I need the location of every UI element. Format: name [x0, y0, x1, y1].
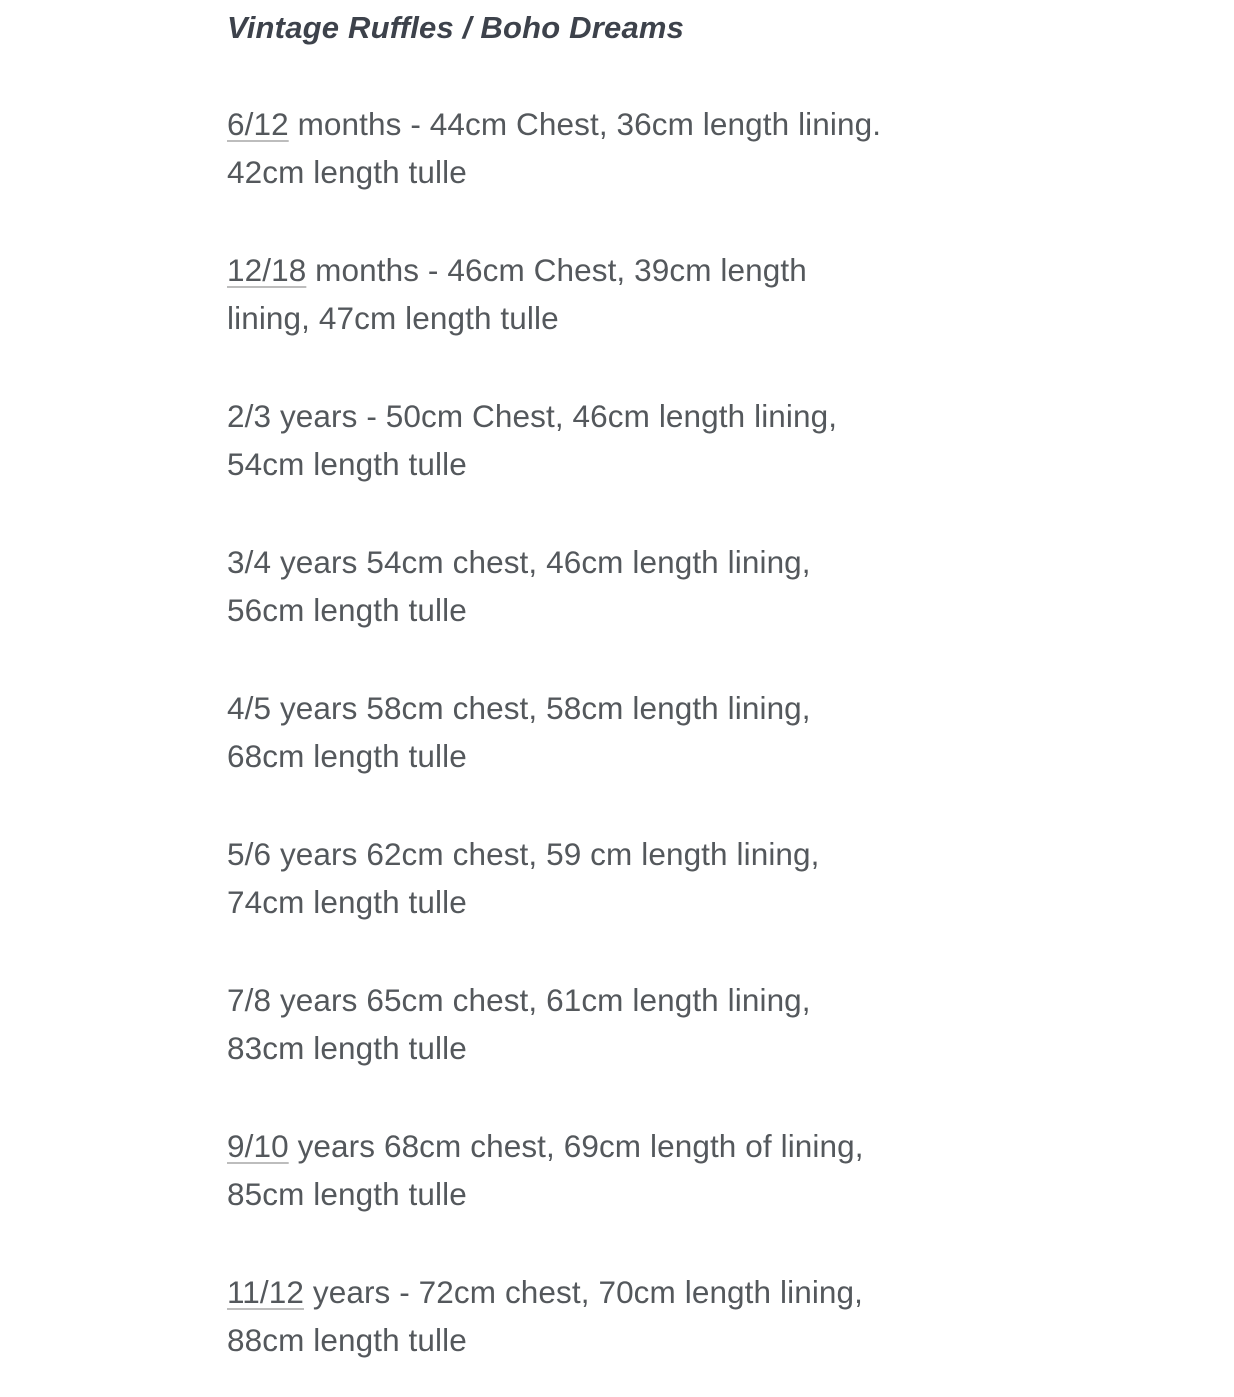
variant-title: Vintage Ruffles / Boho Dreams — [227, 10, 685, 45]
size-entry — [227, 246, 1000, 342]
size-text: 74cm length tulle — [227, 884, 467, 920]
size-text: months - 46cm Chest, 39cm length — [306, 252, 807, 288]
size-text: years 62cm chest, 59 cm length lining, — [271, 836, 820, 872]
size-entry — [227, 538, 1000, 634]
size-entry — [227, 1122, 1000, 1218]
size-label-link[interactable]: 11/12 — [227, 1274, 304, 1310]
size-text: years - 50cm Chest, 46cm length lining, — [271, 398, 838, 434]
size-entry — [227, 976, 1000, 1072]
size-entry — [227, 1268, 1000, 1364]
size-entry — [227, 830, 1000, 926]
size-label-link[interactable]: 9/10 — [227, 1128, 289, 1164]
size-label-link[interactable]: 6/12 — [227, 106, 289, 142]
size-label-link[interactable]: 12/18 — [227, 252, 307, 288]
size-entry — [227, 100, 1000, 196]
size-label: 7/8 — [227, 982, 272, 1018]
size-text: 88cm length tulle — [227, 1322, 467, 1358]
size-text: 85cm length tulle — [227, 1176, 467, 1212]
size-text: years 68cm chest, 69cm length of lining, — [288, 1128, 864, 1164]
size-label: 2/3 — [227, 398, 272, 434]
size-text: 83cm length tulle — [227, 1030, 467, 1066]
size-entry — [227, 392, 1000, 488]
size-label: 3/4 — [227, 544, 272, 580]
size-text: years 58cm chest, 58cm length lining, — [271, 690, 811, 726]
size-entry — [227, 684, 1000, 780]
size-label: 4/5 — [227, 690, 272, 726]
size-text: years - 72cm chest, 70cm length lining, — [304, 1274, 864, 1310]
size-text: months - 44cm Chest, 36cm length lining. — [288, 106, 882, 142]
size-text: lining, 47cm length tulle — [227, 300, 559, 336]
size-text: 68cm length tulle — [227, 738, 467, 774]
size-text: years 54cm chest, 46cm length lining, — [271, 544, 811, 580]
size-text: years 65cm chest, 61cm length lining, — [271, 982, 811, 1018]
size-text: 42cm length tulle — [227, 154, 467, 190]
size-text: 54cm length tulle — [227, 446, 467, 482]
size-text: 56cm length tulle — [227, 592, 467, 628]
size-label: 5/6 — [227, 836, 272, 872]
